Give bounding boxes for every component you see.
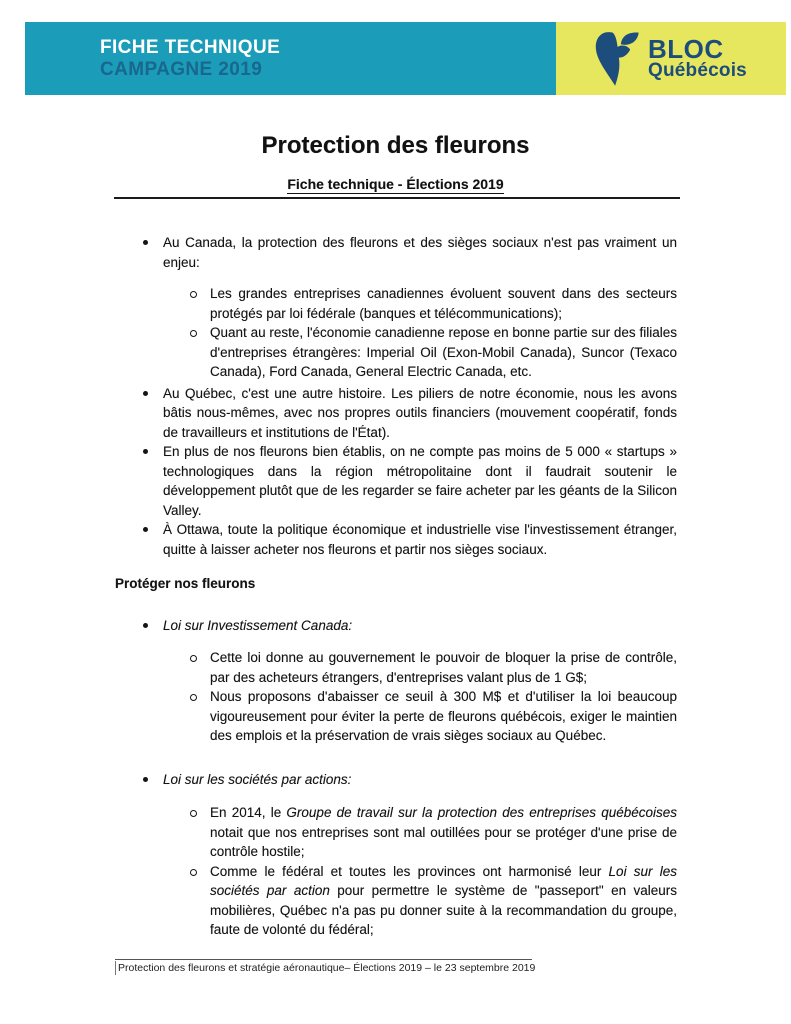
sub-bullet-item [190,803,677,862]
bullet-item [143,442,677,520]
sub-bullet-text: Les grandes entreprises canadiennes évoluent souvent dans des secteurs protégés par loi fédérale (banques et télécommunications); [210,286,677,321]
bullet-circle-icon [190,803,210,862]
logo-word-quebecois: Québécois [648,59,747,81]
sub-bullet-item [190,323,677,382]
sub-bullet-text [210,862,677,940]
bullet-circle-icon [190,862,210,940]
sub-bullet-text: Quant au reste, l'économie canadienne repose en bonne partie sur des filiales d'entreprises étrangères: Imperial Oil (Exon-Mobil Canada), Suncor (Texaco Canada), Ford Canada, General Electric Canada, etc. [210,325,677,379]
banner-logo-block [556,22,786,95]
banner-subtitle: CAMPAGNE 2019 [100,58,263,80]
sub-bullet-item [190,648,677,687]
footer-text: Protection des fleurons et stratégie aéronautique– Élections 2019 – le 23 septembre 2019 [115,961,535,975]
bullet-circle-icon [190,648,210,687]
sub-bullet-item [190,687,677,746]
page-footer [115,959,536,975]
sub-bullet-text: Cette loi donne au gouvernement le pouvoir de bloquer la prise de contrôle, par des acheteurs étrangers, d'entreprises valant plus de 1 G$; [210,650,677,685]
bloc-quebecois-logo-icon [594,30,641,88]
bullet-disc-icon [143,770,163,790]
sub-bullet-item [190,862,677,940]
bullet-circle-icon [190,687,210,746]
bullet-text: À Ottawa, toute la politique économique et industrielle vise l'investissement étranger, quitte à laisser acheter nos fleurons et partir nos sièges sociaux. [163,522,677,557]
bullet-text: En plus de nos fleurons bien établis, on ne compte pas moins de 5 000 « startups » technologiques dans la région métropolitaine dont il faudrait soutenir le développement plutôt que de les regarder se faire acheter par les géants de la Silicon Valley. [163,444,677,518]
bullet-disc-icon [143,520,163,559]
law-title: Loi sur Investissement Canada: [163,617,353,633]
text-segment: Comme le fédéral et toutes les provinces ont harmonisé leur [210,863,609,879]
document-body [115,228,677,940]
bullet-item [143,384,677,443]
logo-wordmark [648,33,747,81]
bullet-item [143,520,677,559]
bullet-circle-icon [190,284,210,323]
page-title: Protection des fleurons [261,132,530,159]
law-bullet-item [143,616,677,636]
banner-title: FICHE TECHNIQUE [100,36,281,58]
law-title: Loi sur les sociétés par actions: [163,771,352,787]
bullet-circle-icon [190,323,210,382]
text-segment: En 2014, le [210,805,287,820]
italic-segment: Loi sur les sociétés par action [210,863,677,898]
bullet-disc-icon [143,233,163,272]
banner-teal-block [25,22,556,95]
sub-bullet-text [210,803,677,862]
bullet-item [143,233,677,272]
italic-segment: Groupe de travail sur la protection des entreprises québécoises [286,805,677,820]
sub-bullet-item [190,284,677,323]
doc-subtitle: Fiche technique - Élections 2019 [287,176,504,192]
bullet-disc-icon [143,384,163,443]
bullet-disc-icon [143,442,163,520]
header-banner [25,22,786,95]
text-segment: pour permettre le système de "passeport" en valeurs mobilières, Québec n'a pas pu donner suite à la recommandation du groupe, faute de volonté du fédéral; [210,883,677,937]
section-heading: Protéger nos fleurons [115,576,256,591]
text-segment: notait que nos entreprises sont mal outillées pour se protéger d'une prise de contrôle hostile; [210,824,677,859]
horizontal-rule [114,197,680,199]
logo-word-bloc: BLOC [648,33,724,64]
law-bullet-item [143,770,677,790]
bullet-disc-icon [143,616,163,636]
bullet-text: Au Québec, c'est une autre histoire. Les piliers de notre économie, nous les avons bâtis nous-mêmes, avec nos propres outils financiers (mouvement coopératif, fonds de travailleurs et institutions de l'État). [163,385,677,440]
doc-subtitle-row [0,176,791,194]
bullet-text: Au Canada, la protection des fleurons et des sièges sociaux n'est pas vraiment un enjeu: [163,235,677,270]
sub-bullet-text: Nous proposons d'abaisser ce seuil à 300 M$ et d'utiliser la loi beaucoup vigoureusement pour éviter la perte de fleurons québécois, exiger le maintien des emplois et la préservation de vrais sièges sociaux au Québec. [210,689,677,743]
